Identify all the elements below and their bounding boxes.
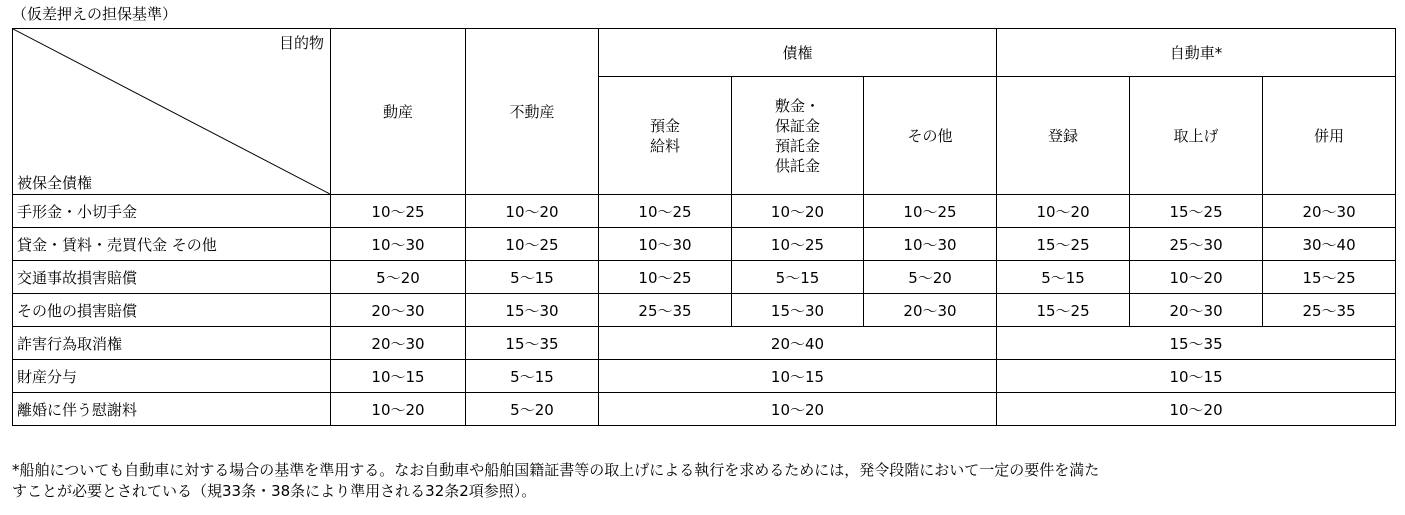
table-row bbox=[13, 294, 1396, 327]
value-cell: 5～15 bbox=[732, 261, 864, 294]
value-cell: 10～25 bbox=[466, 228, 599, 261]
value-cell: 5～15 bbox=[466, 261, 599, 294]
header-vehicle-combined: 併用 bbox=[1263, 77, 1396, 195]
value-cell: 10～30 bbox=[599, 228, 732, 261]
value-cell: 15～25 bbox=[997, 228, 1130, 261]
header-claim-security-deposit bbox=[732, 77, 864, 195]
value-cell: 10～20 bbox=[331, 393, 466, 426]
header-vehicle-seizure: 取上げ bbox=[1130, 77, 1263, 195]
footnote-line-2: すことが必要とされている（規33条・38条により準用される32条2項参照）。 bbox=[12, 482, 537, 500]
header-corner-cell bbox=[13, 29, 331, 195]
value-cell: 25～35 bbox=[1263, 294, 1396, 327]
table-row bbox=[13, 327, 1396, 360]
value-cell: 15～35 bbox=[466, 327, 599, 360]
footnote bbox=[12, 460, 1402, 502]
value-cell: 15～25 bbox=[997, 294, 1130, 327]
value-cell: 5～20 bbox=[331, 261, 466, 294]
value-cell: 25～30 bbox=[1130, 228, 1263, 261]
value-cell: 10～15 bbox=[331, 360, 466, 393]
value-cell: 15～25 bbox=[1263, 261, 1396, 294]
header-claim-shikikin-line: 敷金・ bbox=[774, 96, 820, 115]
value-cell: 5～15 bbox=[466, 360, 599, 393]
header-real-estate: 不動産 bbox=[466, 29, 599, 195]
value-cell: 10～20 bbox=[997, 195, 1130, 228]
row-label: 財産分与 bbox=[13, 360, 331, 393]
row-label: その他の損害賠償 bbox=[13, 294, 331, 327]
merged-claims-cell: 10～15 bbox=[599, 360, 997, 393]
value-cell: 5～20 bbox=[466, 393, 599, 426]
value-cell: 10～25 bbox=[864, 195, 997, 228]
value-cell: 5～15 bbox=[997, 261, 1130, 294]
row-label: 貸金・賃料・売買代金 その他 bbox=[13, 228, 331, 261]
value-cell: 10～30 bbox=[864, 228, 997, 261]
merged-vehicle-cell: 10～15 bbox=[997, 360, 1396, 393]
table-row bbox=[13, 228, 1396, 261]
header-movable-property: 動産 bbox=[331, 29, 466, 195]
value-cell: 20～30 bbox=[1130, 294, 1263, 327]
corner-label-secured-claim: 被保全債権 bbox=[17, 174, 93, 192]
value-cell: 20～30 bbox=[864, 294, 997, 327]
footnote-line-1: *船舶についても自動車に対する場合の基準を準用する。なお自動車や船舶国籍証書等の取上げによる執行を求めるためには，発令段階において一定の要件を満た bbox=[12, 461, 1100, 479]
header-claim-kyotakukin-line: 供託金 bbox=[774, 156, 820, 175]
table-row bbox=[13, 195, 1396, 228]
header-claim-other: その他 bbox=[864, 77, 997, 195]
diagonal-divider-line bbox=[13, 29, 330, 194]
value-cell: 10～25 bbox=[331, 195, 466, 228]
merged-vehicle-cell: 15～35 bbox=[997, 327, 1396, 360]
table-row bbox=[13, 261, 1396, 294]
value-cell: 20～30 bbox=[1263, 195, 1396, 228]
value-cell: 10～25 bbox=[599, 261, 732, 294]
row-label: 手形金・小切手金 bbox=[13, 195, 331, 228]
value-cell: 10～25 bbox=[732, 228, 864, 261]
corner-label-target-property: 目的物 bbox=[278, 34, 324, 52]
header-claim-yotakukin-line: 預託金 bbox=[774, 136, 820, 155]
table-caption: （仮差押えの担保基準） bbox=[12, 5, 178, 23]
merged-claims-cell: 10～20 bbox=[599, 393, 997, 426]
header-claim-deposit-salary bbox=[599, 77, 732, 195]
header-group-vehicle: 自動車* bbox=[997, 29, 1396, 77]
row-label: 詐害行為取消権 bbox=[13, 327, 331, 360]
header-claim-hoshokin-line: 保証金 bbox=[774, 116, 820, 135]
security-standards-table bbox=[12, 28, 1396, 426]
merged-claims-cell: 20～40 bbox=[599, 327, 997, 360]
value-cell: 25～35 bbox=[599, 294, 732, 327]
value-cell: 30～40 bbox=[1263, 228, 1396, 261]
row-label: 交通事故損害賠償 bbox=[13, 261, 331, 294]
merged-vehicle-cell: 10～20 bbox=[997, 393, 1396, 426]
value-cell: 15～30 bbox=[466, 294, 599, 327]
value-cell: 10～20 bbox=[1130, 261, 1263, 294]
header-claim-salary-line: 給料 bbox=[649, 136, 680, 155]
table-row bbox=[13, 360, 1396, 393]
value-cell: 20～30 bbox=[331, 294, 466, 327]
value-cell: 10～25 bbox=[599, 195, 732, 228]
value-cell: 15～30 bbox=[732, 294, 864, 327]
header-group-claims: 債権 bbox=[599, 29, 997, 77]
value-cell: 10～20 bbox=[732, 195, 864, 228]
table-row bbox=[13, 393, 1396, 426]
value-cell: 10～30 bbox=[331, 228, 466, 261]
value-cell: 5～20 bbox=[864, 261, 997, 294]
header-claim-deposit-line: 預金 bbox=[649, 116, 680, 135]
row-label: 離婚に伴う慰謝料 bbox=[13, 393, 331, 426]
header-vehicle-registration: 登録 bbox=[997, 77, 1130, 195]
value-cell: 20～30 bbox=[331, 327, 466, 360]
value-cell: 15～25 bbox=[1130, 195, 1263, 228]
value-cell: 10～20 bbox=[466, 195, 599, 228]
